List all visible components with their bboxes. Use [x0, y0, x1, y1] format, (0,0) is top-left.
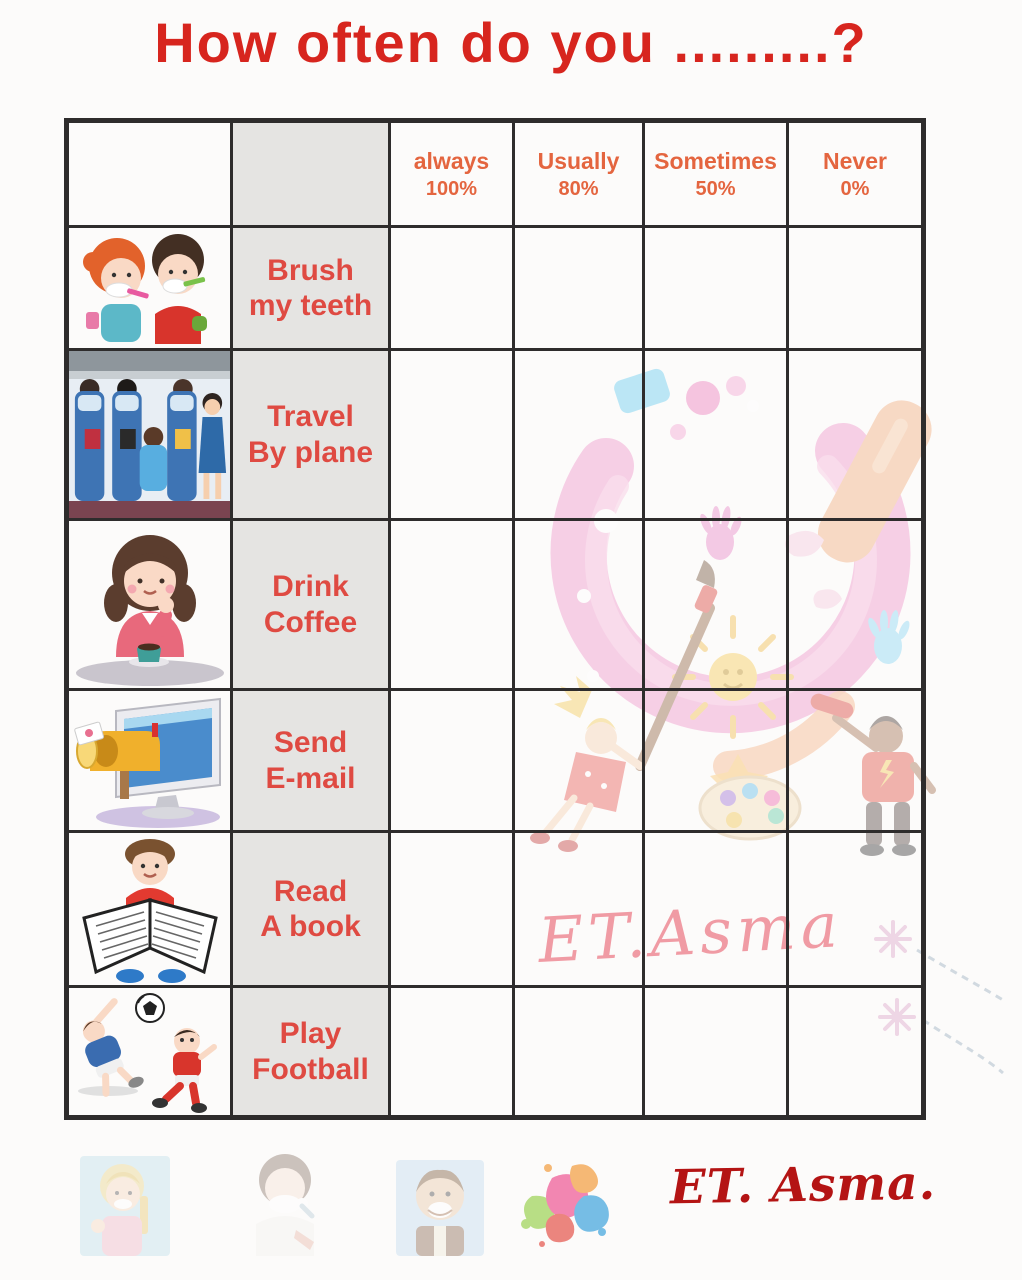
header-percent: 100%: [425, 177, 478, 200]
answer-cell[interactable]: [515, 351, 645, 521]
header-corner-image-cell: [69, 123, 233, 228]
header-label: Usually: [537, 147, 620, 174]
paint-splash-icon: [512, 1156, 612, 1257]
label-line: A book: [260, 910, 361, 943]
header-percent: 50%: [695, 177, 736, 200]
label-line: Read: [273, 874, 348, 908]
girl-drinking-coffee-icon: [69, 521, 233, 691]
activity-label-drink-coffee: [233, 521, 391, 691]
answer-cell[interactable]: [789, 521, 921, 691]
header-percent: 80%: [558, 177, 599, 200]
header-corner-label-cell: [233, 123, 391, 228]
answer-cell[interactable]: [789, 833, 921, 988]
answer-cell[interactable]: [645, 833, 789, 988]
activity-label-read-a-book: [233, 833, 391, 988]
page-title: How often do you .........?: [154, 11, 868, 74]
label-line: E-mail: [265, 761, 356, 795]
answer-cell[interactable]: [789, 691, 921, 833]
answer-cell[interactable]: [645, 691, 789, 833]
kids-brushing-teeth-icon: [69, 228, 233, 351]
answer-cell[interactable]: [391, 988, 515, 1115]
column-header-always: [391, 123, 515, 228]
woman-brushing-teeth-icon: [80, 1156, 170, 1261]
activity-label-travel-by-plane: [233, 351, 391, 521]
answer-cell[interactable]: [515, 833, 645, 988]
column-header-sometimes: [645, 123, 789, 228]
label-line: Drink: [272, 570, 349, 604]
activity-label-play-football: [233, 988, 391, 1115]
answer-cell[interactable]: [645, 988, 789, 1115]
kids-playing-football-icon: [69, 988, 233, 1115]
answer-cell[interactable]: [789, 988, 921, 1115]
activity-label-brush-my-teeth: [233, 228, 391, 351]
computer-with-mailbox-icon: [69, 691, 233, 833]
column-header-usually: [515, 123, 645, 228]
center-watermark-text: ET.Asma: [536, 888, 845, 977]
answer-cell[interactable]: [645, 351, 789, 521]
header-label: always: [413, 147, 490, 174]
answer-cell[interactable]: [515, 228, 645, 351]
label-line: Brush: [267, 253, 354, 287]
label-line: By plane: [247, 435, 374, 469]
answer-cell[interactable]: [391, 228, 515, 351]
header-label: Sometimes: [654, 147, 777, 174]
answer-cell[interactable]: [645, 521, 789, 691]
label-line: my teeth: [248, 289, 373, 322]
answer-cell[interactable]: [391, 521, 515, 691]
label-line: Play: [279, 1017, 342, 1051]
answer-cell[interactable]: [515, 988, 645, 1115]
activity-label-send-email: [233, 691, 391, 833]
label-line: Travel: [267, 400, 354, 434]
kid-reading-book-icon: [69, 833, 233, 988]
answer-cell[interactable]: [515, 691, 645, 833]
column-header-never: [789, 123, 921, 228]
signature-text: ET. Asma.: [669, 1155, 937, 1216]
header-percent: 0%: [840, 177, 870, 200]
answer-cell[interactable]: [789, 351, 921, 521]
answer-cell[interactable]: [789, 228, 921, 351]
answer-cell[interactable]: [515, 521, 645, 691]
airplane-cabin-icon: [69, 351, 233, 521]
answer-cell[interactable]: [391, 691, 515, 833]
frequency-table: [64, 118, 926, 1120]
label-line: Football: [252, 1052, 369, 1086]
label-line: Send: [273, 726, 348, 760]
answer-cell[interactable]: [645, 228, 789, 351]
boy-washing-face-icon: [236, 1146, 334, 1261]
man-smiling-face-icon: [396, 1160, 484, 1261]
answer-cell[interactable]: [391, 833, 515, 988]
header-label: Never: [823, 147, 887, 174]
label-line: Coffee: [263, 605, 358, 639]
answer-cell[interactable]: [391, 351, 515, 521]
